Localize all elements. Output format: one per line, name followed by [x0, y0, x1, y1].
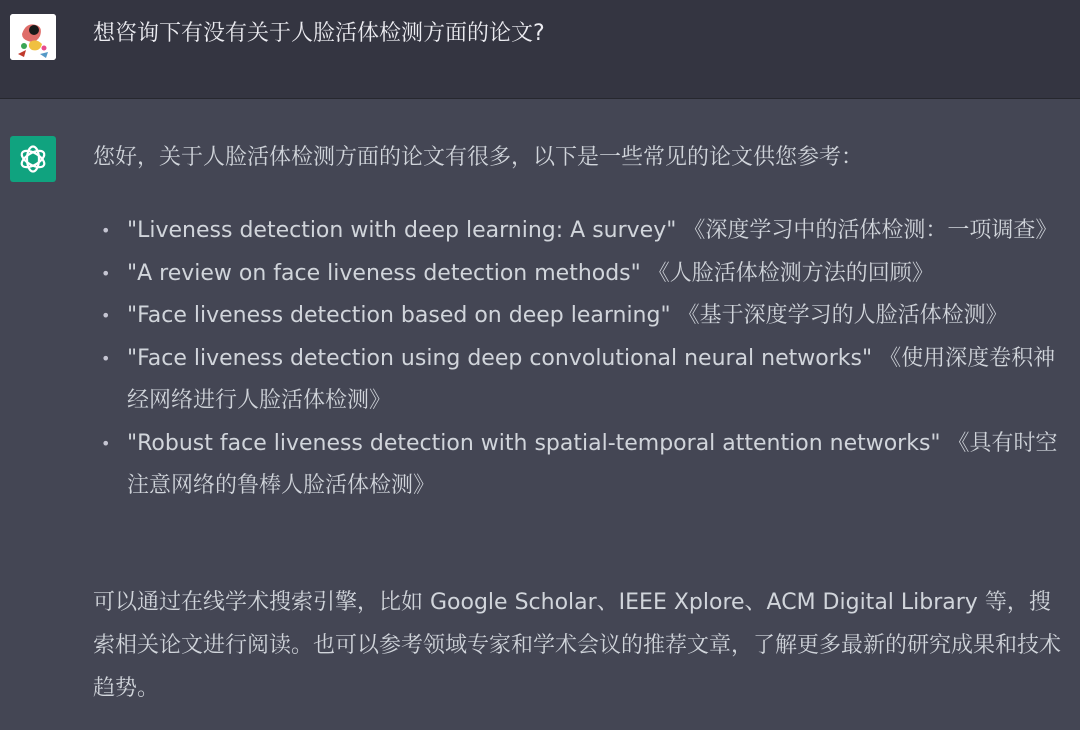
bullet-icon: • [101, 348, 111, 368]
paper-title: "Face liveness detection based on deep learning" 《基于深度学习的人脸活体检测》 [127, 303, 1008, 328]
paper-title: "Liveness detection with deep learning: A survey" 《深度学习中的活体检测：一项调查》 [127, 218, 1058, 243]
paper-list [101, 210, 1068, 508]
user-avatar-icon [10, 14, 56, 60]
paper-title: "Face liveness detection using deep convolutional neural networks" 《使用深度卷积神经网络进行人脸活体检测》 [127, 345, 1056, 413]
bullet-icon: • [101, 263, 111, 283]
bullet-icon: • [101, 221, 111, 240]
list-item [101, 295, 1068, 338]
list-item [101, 423, 1068, 508]
list-item [101, 253, 1068, 296]
openai-logo-icon [16, 142, 50, 176]
user-avatar [10, 14, 56, 60]
user-message-text: 想咨询下有没有关于人脸活体检测方面的论文? [93, 21, 545, 46]
assistant-message-row [0, 99, 1080, 730]
user-message-row [0, 0, 1080, 99]
assistant-intro-text: 您好，关于人脸活体检测方面的论文有很多，以下是一些常见的论文供您参考： [93, 145, 864, 170]
assistant-avatar [10, 136, 56, 182]
bullet-icon: • [101, 433, 111, 453]
assistant-outro-text: 可以通过在线学术搜索引擎，比如 Google Scholar、IEEE Xplore、ACM Digital Library 等，搜索相关论文进行阅读。也可以参考领域专家和学术会议的推荐文章，了解更多最新的研究成果和技术趋势。 [93, 590, 1062, 701]
list-item [101, 210, 1068, 253]
paper-title: "Robust face liveness detection with spatial-temporal attention networks" 《具有时空注意网络的鲁棒人脸活体检测》 [127, 430, 1058, 498]
assistant-message-body [93, 139, 1068, 701]
paper-title: "A review on face liveness detection methods" 《人脸活体检测方法的回顾》 [127, 260, 934, 286]
list-item [101, 338, 1068, 423]
bullet-icon: • [101, 306, 111, 325]
